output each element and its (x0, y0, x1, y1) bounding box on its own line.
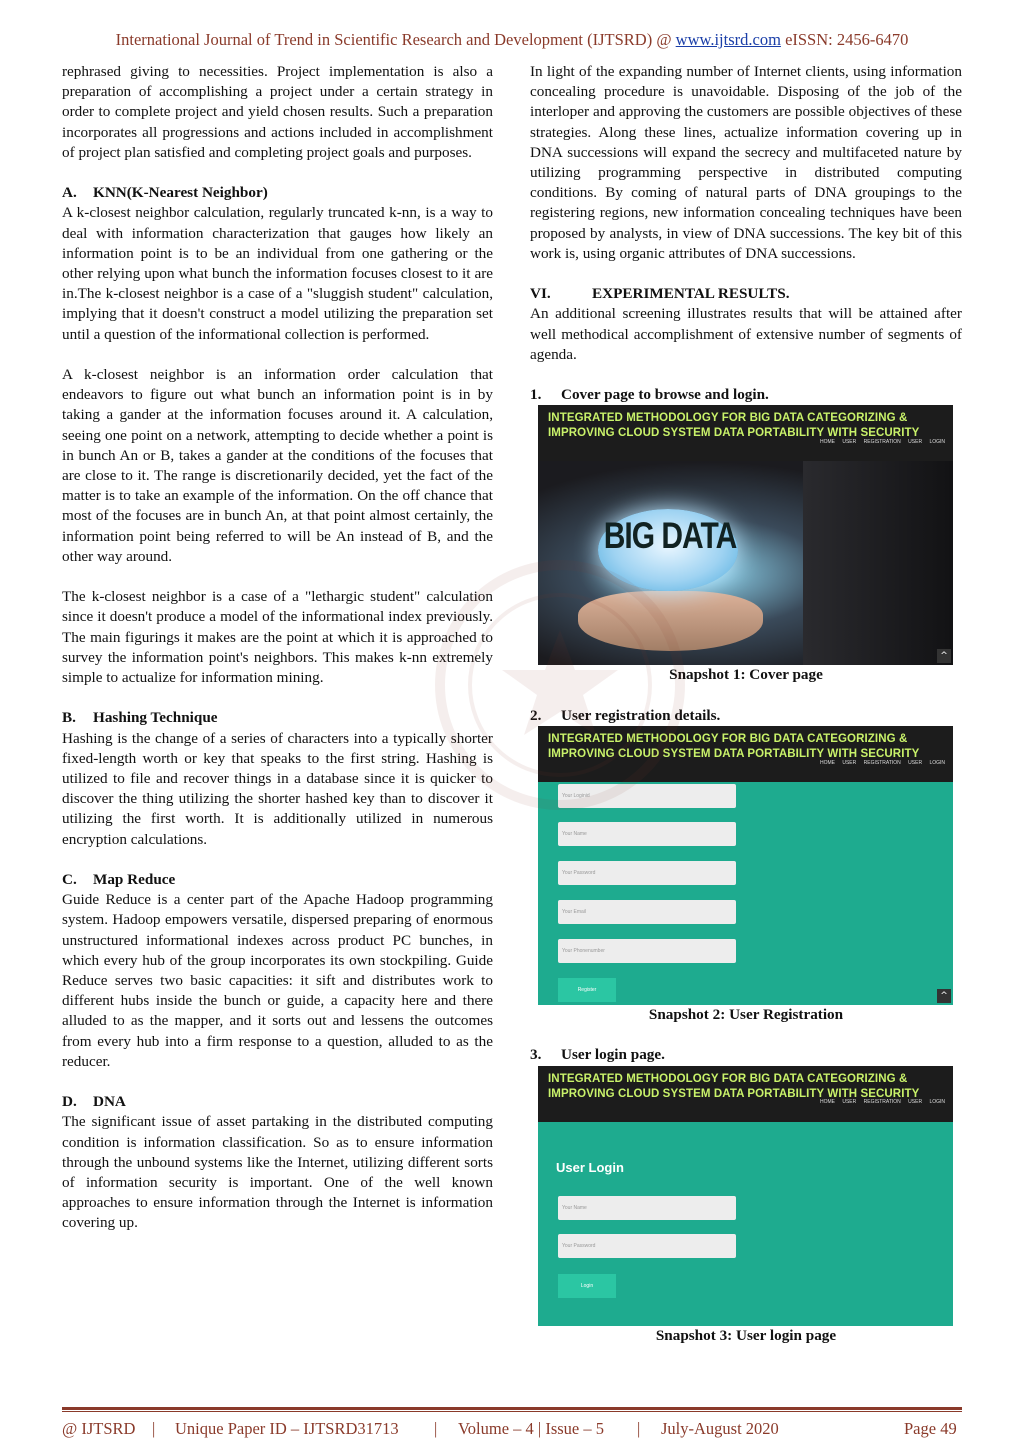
figure-caption-2: Snapshot 2: User Registration (648, 1006, 844, 1024)
login-button: Login (558, 1274, 616, 1298)
section-heading-d (62, 1092, 493, 1112)
big-data-image (538, 461, 953, 665)
section-number: C. (62, 871, 77, 889)
registration-form (538, 782, 953, 1005)
footer-page: Page 49 (904, 1419, 957, 1438)
section-title: Map Reduce (93, 871, 176, 889)
journal-link[interactable]: www.ijtsrd.com (675, 30, 781, 49)
password-field: Your Password (558, 861, 736, 885)
header-issn: eISSN: 2456-6470 (780, 30, 909, 49)
left-column (62, 62, 493, 1234)
footer-date: July-August 2020 (661, 1419, 779, 1438)
paragraph: A k-closest neighbor is an information order calculation that endeavors to figure out what bunch an information point is in by taking a gander at the information focuses around it. A calculation, seeing one point on a network, attempting to decide whether a point is in bunch An or B, takes a gander at the conditions of the focuses that are close to it. The range is discretionarily decided, yet the fact of the matter is to take an example of the information. On the off chance that most of the focuses are in bunch An, at that point almost certainly, the information point being referred to will be An instead of B, and the other way around. (62, 366, 493, 565)
snapshot-user-login (538, 1066, 953, 1326)
footer-volume: Volume – 4 | Issue – 5 (458, 1419, 604, 1438)
login-heading: User Login (556, 1159, 624, 1175)
paragraph: The k-closest neighbor is a case of a "lethargic student" calculation since it doesn't produce a model of the informational index previously. The main figurings it makes are the point at which it is approached to survey the information point's neighbors. This makes k-nn extremely simple to actualize for information mining. (62, 588, 493, 687)
app-title-line: INTEGRATED METHODOLOGY FOR BIG DATA CATEGORIZING & (548, 733, 908, 746)
snapshot-user-registration (538, 726, 953, 1005)
app-title-line: IMPROVING CLOUD SYSTEM DATA PORTABILITY WITH SECURITY (548, 748, 920, 761)
figure-heading-1 (530, 385, 962, 405)
figure-caption-1: Snapshot 1: Cover page (669, 666, 823, 684)
section-title: KNN(K-Nearest Neighbor) (93, 184, 268, 202)
footer-separator: | (152, 1419, 156, 1438)
figure-title: User login page. (561, 1046, 665, 1064)
login-form (538, 1122, 953, 1326)
footer-left: @ IJTSRD (62, 1419, 136, 1438)
section-heading-c (62, 870, 493, 890)
paragraph: Hashing is the change of a series of characters into a typically shorter fixed-length worth or key that speaks to the first string. Hashing is utilized to file and recover things in a database since it is quicker to discover the thing utilizing the shorter hashed key than to discover it utilizing the first worth. It is additionally utilized in numerous encryption calculations. (62, 729, 493, 848)
app-title-bar (538, 405, 953, 461)
section-number: D. (62, 1093, 77, 1111)
footer-separator: | (637, 1419, 641, 1438)
app-title-line: IMPROVING CLOUD SYSTEM DATA PORTABILITY WITH SECURITY (548, 427, 920, 440)
footer-separator: | (434, 1419, 438, 1438)
footer-rule-thin (62, 1411, 962, 1412)
scroll-up-icon: ^ (937, 649, 951, 663)
footer-paper-id: Unique Paper ID – IJTSRD31713 (175, 1419, 399, 1438)
email-field: Your Email (558, 900, 736, 924)
section-heading-a (62, 183, 493, 203)
register-button: Register (558, 978, 616, 1002)
section-number: A. (62, 184, 77, 202)
login-name-field: Your Name (558, 1196, 736, 1220)
paragraph: An additional screening illustrates results that will be attained after well methodical accomplishment of extensive number of segments of agenda. (530, 305, 962, 363)
phone-field: Your Phonenumber (558, 939, 736, 963)
paragraph: In light of the expanding number of Internet clients, using information concealing procedure is unavoidable. Disposing of the job of the interloper and approving the customers are possible objectives of these strategies. Along these lines, actualize information covering up in DNA successions will expand the secrecy and multifaceted nature by utilizing programming perspective in distributed computing conditions. By coming of natural parts of DNA groupings to the registering regions, new information concealing techniques have been proposed by analysts, in view of DNA successions. The key bit of this work is, using organic attributes of DNA successions. (530, 63, 962, 262)
figure-number: 2. (530, 706, 542, 724)
paragraph: Guide Reduce is a center part of the Apache Hadoop programming system. Hadoop empowers versatile, dispersed preparing of enormous unstructured informational indexes across product PC bunches, in which every hub of the group incorporates its own stockpiling. Guide Reduce serves two basic capacities: it sift and distributes work to different hubs inside the bunch or guide, a capacity here and there alluded to as the mapper, and it sorts out and lessens the outcomes from every hub into a firm response to a question, alluded to as the reducer. (62, 891, 493, 1070)
login-password-field: Your Password (558, 1234, 736, 1258)
paragraph: The significant issue of asset partaking in the distributed computing condition is information classification. So as to ensure information through the unbound systems like the Internet, utilizing different sorts of information security is important. One of the well known approaches to ensure information through the Internet is information covering up. (62, 1113, 493, 1232)
figure-title: User registration details. (561, 706, 721, 724)
section-heading-vi (530, 284, 962, 304)
loginid-field: Your Loginid (558, 784, 736, 808)
snapshot-cover-page (538, 405, 953, 665)
app-title-bar (538, 1066, 953, 1122)
figure-title: Cover page to browse and login. (561, 386, 769, 404)
right-column (530, 62, 962, 1346)
section-heading-b (62, 708, 493, 728)
section-title: DNA (93, 1093, 126, 1111)
figure-number: 3. (530, 1046, 542, 1064)
header-text: International Journal of Trend in Scientific Research and Development (IJTSRD) @ (115, 30, 676, 49)
scroll-up-icon: ^ (937, 989, 951, 1003)
paragraph: rephrased giving to necessities. Project implementation is also a preparation of accomplishing a project under a certain strategy in order to complete project and yield chosen results. Such a preparation incorporates all progressions and actions included in accomplishment of project plan satisfied and completing project goals and purposes. (62, 63, 493, 161)
app-nav: HOME USER REGISTRATION USER LOGIN (819, 1099, 945, 1106)
app-title-line: IMPROVING CLOUD SYSTEM DATA PORTABILITY WITH SECURITY (548, 1087, 920, 1100)
app-title-bar (538, 726, 953, 782)
section-title: Hashing Technique (93, 709, 218, 727)
big-data-label: BIG DATA (603, 516, 737, 558)
app-title-line: INTEGRATED METHODOLOGY FOR BIG DATA CATEGORIZING & (548, 1072, 908, 1085)
figure-heading-3 (530, 1045, 962, 1065)
figure-number: 1. (530, 386, 542, 404)
journal-header (0, 30, 1024, 50)
figure-heading-2 (530, 706, 962, 726)
figure-caption-3: Snapshot 3: User login page (655, 1326, 837, 1344)
app-nav: HOME USER REGISTRATION USER LOGIN (819, 759, 945, 766)
app-nav: HOME USER REGISTRATION USER LOGIN (819, 439, 945, 446)
paragraph: A k-closest neighbor calculation, regularly truncated k-nn, is a way to deal with information characterization that gauges how likely an information point is to be an individual from one gathering or the other relying upon what bunch the information focuses closest to it are in.The k-closest neighbor is a case of a "sluggish student" calculation, implying that it doesn't construct a model utilizing the preparation set until a question of the informational collection is performed. (62, 204, 493, 343)
suit-shape (803, 461, 953, 665)
hand-shape (578, 591, 763, 651)
app-title-line: INTEGRATED METHODOLOGY FOR BIG DATA CATEGORIZING & (548, 412, 908, 425)
name-field: Your Name (558, 822, 736, 846)
section-number: VI. (530, 285, 551, 303)
footer-rule (62, 1407, 962, 1410)
section-title: EXPERIMENTAL RESULTS. (592, 285, 790, 303)
section-number: B. (62, 709, 76, 727)
